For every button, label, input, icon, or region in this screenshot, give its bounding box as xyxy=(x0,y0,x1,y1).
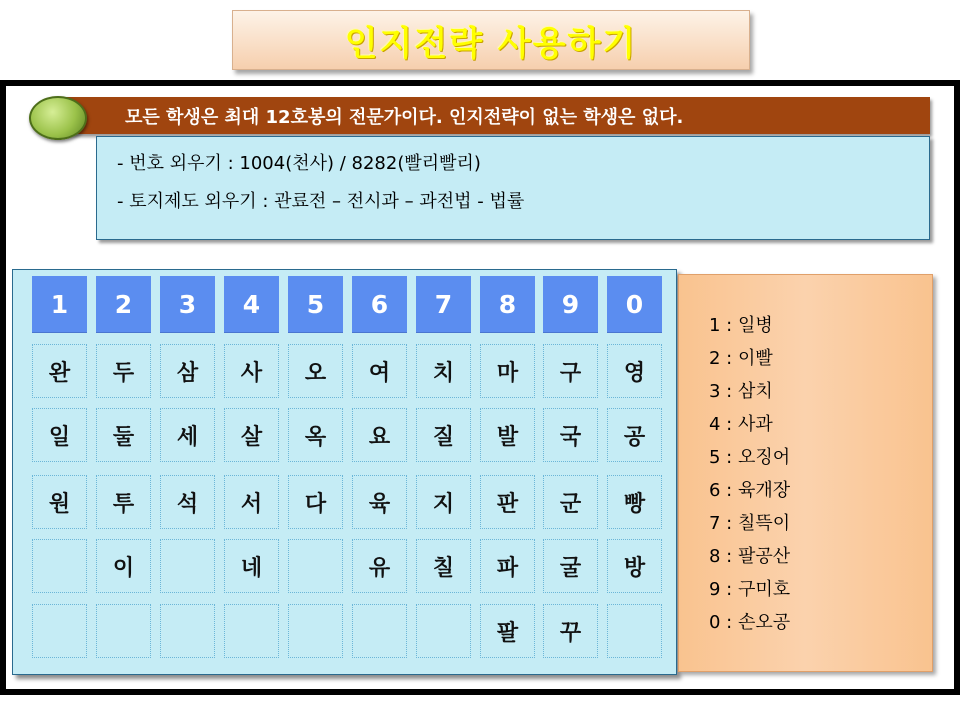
grid-cell: 칠 xyxy=(416,539,471,593)
legend-item: 5 : 오징어 xyxy=(709,447,791,468)
grid-header-4: 4 xyxy=(224,276,279,333)
grid-cell: 요 xyxy=(352,408,407,462)
grid-cell: 투 xyxy=(96,475,151,529)
green-oval-icon xyxy=(29,96,87,140)
grid-cell: 살 xyxy=(224,408,279,462)
legend-item: 1 : 일병 xyxy=(709,315,773,336)
legend-item: 4 : 사과 xyxy=(709,414,773,435)
grid-cell: 옥 xyxy=(288,408,343,462)
legend-item: 7 : 칠뜩이 xyxy=(709,513,791,534)
grid-cell: 석 xyxy=(160,475,215,529)
grid-cell: 마 xyxy=(480,344,535,398)
grid-cell: 팔 xyxy=(480,604,535,658)
grid-cell: 국 xyxy=(543,408,598,462)
grid-cell: 다 xyxy=(288,475,343,529)
legend-item: 8 : 팔공산 xyxy=(709,546,791,567)
grid-header-7: 7 xyxy=(416,276,471,333)
number-letter-grid xyxy=(12,269,677,675)
grid-cell: 빵 xyxy=(607,475,662,529)
grid-cell: 파 xyxy=(480,539,535,593)
info-line-number: - 번호 외우기 : 1004(천사) / 8282(빨리빨리) xyxy=(117,153,481,174)
grid-cell: 유 xyxy=(352,539,407,593)
page-title: 인지전략 사용하기 xyxy=(344,23,638,64)
grid-cell: 이 xyxy=(96,539,151,593)
grid-cell: 일 xyxy=(32,408,87,462)
grid-cell: 구 xyxy=(543,344,598,398)
grid-header-1: 1 xyxy=(32,276,87,333)
grid-cell: 오 xyxy=(288,344,343,398)
grid-cell xyxy=(224,604,279,658)
grid-header-2: 2 xyxy=(96,276,151,333)
grid-cell: 사 xyxy=(224,344,279,398)
grid-header-9: 9 xyxy=(543,276,598,333)
grid-cell xyxy=(32,604,87,658)
grid-cell xyxy=(96,604,151,658)
grid-cell xyxy=(607,604,662,658)
grid-header-6: 6 xyxy=(352,276,407,333)
grid-header-8: 8 xyxy=(480,276,535,333)
grid-cell: 방 xyxy=(607,539,662,593)
info-line-land-system: - 토지제도 외우기 : 관료전 – 전시과 – 과전법 - 법률 xyxy=(117,191,525,212)
grid-cell: 원 xyxy=(32,475,87,529)
grid-cell: 세 xyxy=(160,408,215,462)
grid-cell: 군 xyxy=(543,475,598,529)
legend-item: 2 : 이빨 xyxy=(709,348,773,369)
grid-cell: 질 xyxy=(416,408,471,462)
grid-cell xyxy=(352,604,407,658)
legend-item: 6 : 육개장 xyxy=(709,480,791,501)
grid-cell: 서 xyxy=(224,475,279,529)
grid-cell: 완 xyxy=(32,344,87,398)
grid-cell: 여 xyxy=(352,344,407,398)
grid-cell: 꾸 xyxy=(543,604,598,658)
grid-cell: 두 xyxy=(96,344,151,398)
grid-cell xyxy=(416,604,471,658)
title-box xyxy=(232,10,750,70)
grid-cell xyxy=(288,604,343,658)
grid-cell: 굴 xyxy=(543,539,598,593)
grid-cell xyxy=(288,539,343,593)
grid-cell: 발 xyxy=(480,408,535,462)
grid-cell xyxy=(160,539,215,593)
grid-header-5: 5 xyxy=(288,276,343,333)
legend-item: 0 : 손오공 xyxy=(709,612,791,633)
legend-item: 9 : 구미호 xyxy=(709,579,791,600)
grid-header-0: 0 xyxy=(607,276,662,333)
legend-panel xyxy=(678,274,933,672)
grid-cell xyxy=(32,539,87,593)
grid-cell: 둘 xyxy=(96,408,151,462)
legend-item: 3 : 삼치 xyxy=(709,381,773,402)
grid-cell: 육 xyxy=(352,475,407,529)
grid-cell xyxy=(160,604,215,658)
grid-cell: 판 xyxy=(480,475,535,529)
headline-bar xyxy=(55,97,930,134)
grid-header-3: 3 xyxy=(160,276,215,333)
grid-cell: 지 xyxy=(416,475,471,529)
grid-cell: 삼 xyxy=(160,344,215,398)
grid-cell: 네 xyxy=(224,539,279,593)
headline-text: 모든 학생은 최대 12호봉의 전문가이다. 인지전략이 없는 학생은 없다. xyxy=(125,106,684,128)
grid-cell: 영 xyxy=(607,344,662,398)
grid-cell: 치 xyxy=(416,344,471,398)
grid-cell: 공 xyxy=(607,408,662,462)
info-box xyxy=(96,136,930,240)
